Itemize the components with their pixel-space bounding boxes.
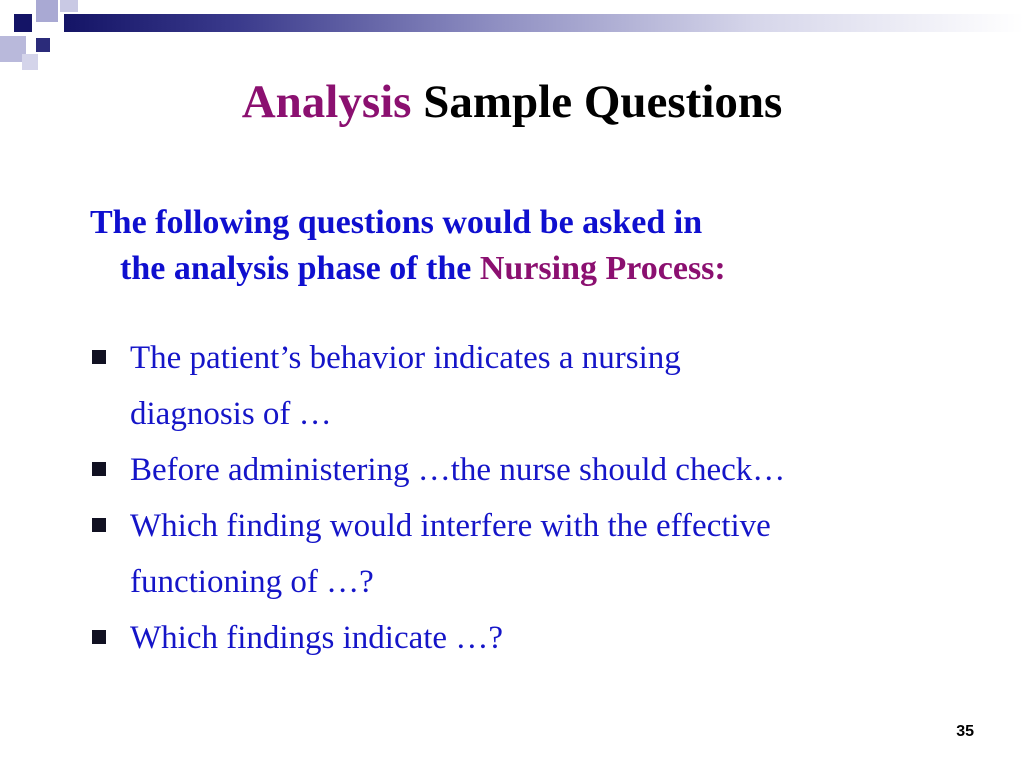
square-bullet-icon [92, 350, 106, 364]
list-item-line-1: Which findings indicate …? [130, 620, 503, 656]
intro-line-2 [90, 246, 970, 292]
list-item-line-2: diagnosis of … [130, 396, 332, 432]
decorative-square [60, 0, 78, 12]
intro-paragraph [90, 200, 970, 292]
question-list [90, 330, 970, 666]
list-item [90, 498, 970, 610]
list-item [90, 610, 970, 666]
square-bullet-icon [92, 630, 106, 644]
decorative-square [22, 54, 38, 70]
intro-line-1: The following questions would be asked in [90, 204, 703, 241]
page-number: 35 [956, 723, 974, 740]
header-gradient-bar [64, 14, 1024, 32]
list-item-line-2: functioning of …? [130, 564, 374, 600]
decorative-square [36, 38, 50, 52]
intro-line-2-accent: Nursing Process: [479, 250, 726, 287]
intro-line-2-prefix: the analysis phase of the [120, 250, 472, 287]
square-bullet-icon [92, 518, 106, 532]
list-item [90, 442, 970, 498]
list-item [90, 330, 970, 442]
decorative-square [14, 14, 32, 32]
list-item-line-1: The patient’s behavior indicates a nursing [130, 340, 681, 376]
slide-title [0, 72, 1024, 132]
title-rest: Sample Questions [423, 76, 783, 128]
square-bullet-icon [92, 462, 106, 476]
decorative-square [36, 0, 58, 22]
list-item-line-1: Before administering …the nurse should check… [130, 452, 786, 488]
title-accent-word: Analysis [241, 76, 412, 128]
list-item-line-1: Which finding would interfere with the effective [130, 508, 771, 544]
